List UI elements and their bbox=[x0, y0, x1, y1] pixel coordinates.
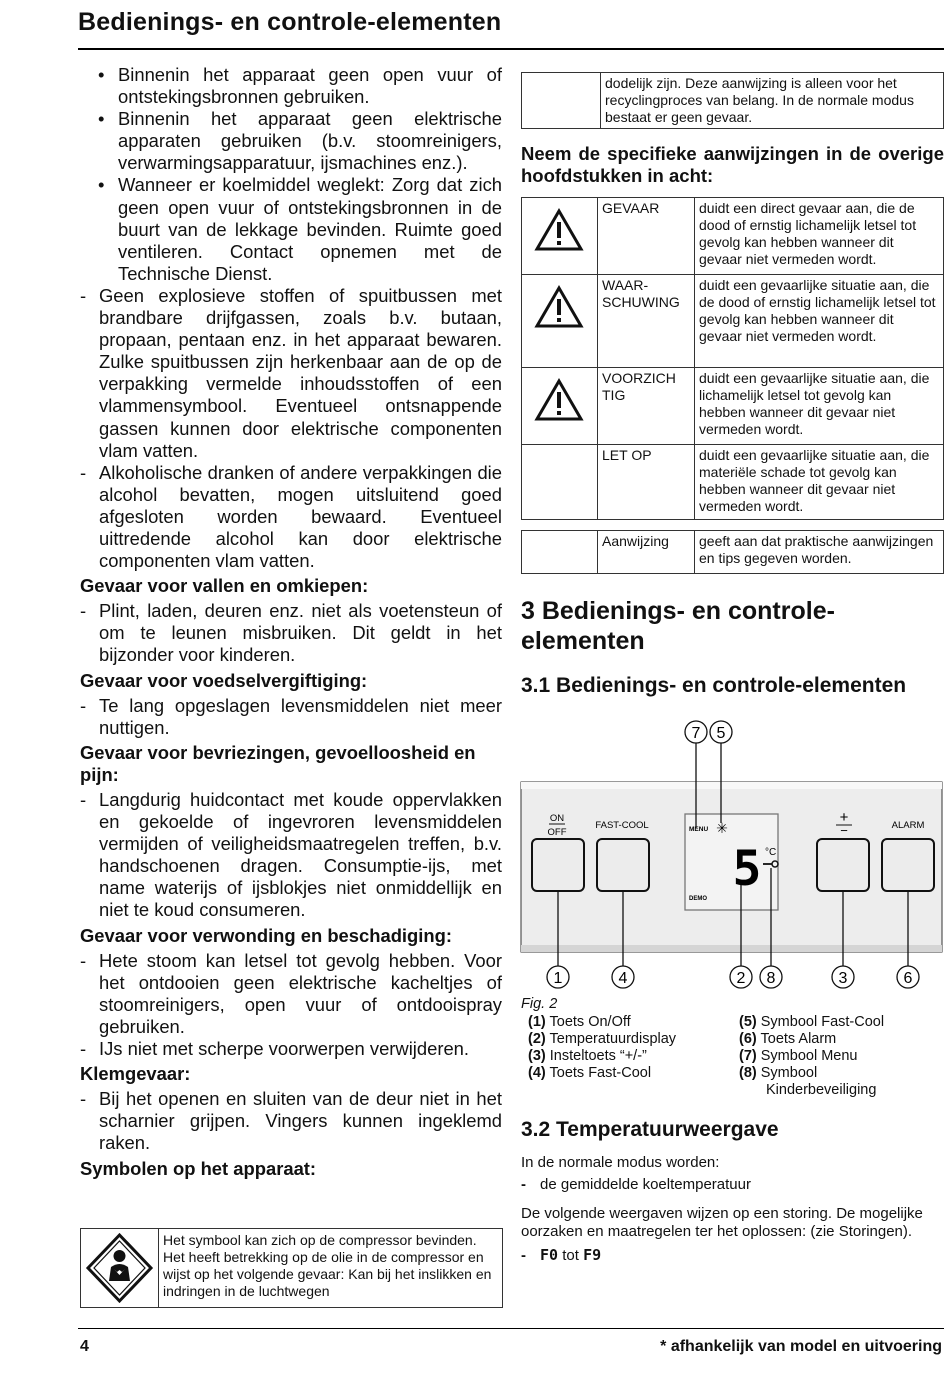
display-digit: 5 bbox=[732, 841, 762, 897]
empty-cell bbox=[522, 531, 598, 574]
symbol-box bbox=[80, 1228, 503, 1308]
list-item: - de gemiddelde koeltemperatuur bbox=[521, 1176, 751, 1193]
list-item: - F0 tot F9 bbox=[521, 1246, 602, 1264]
plus-label: + bbox=[839, 809, 849, 826]
signal-table bbox=[521, 197, 944, 520]
page-header bbox=[78, 8, 944, 37]
code-from: F0 bbox=[540, 1246, 559, 1264]
legend-item: (6) Toets Alarm bbox=[739, 1031, 837, 1047]
demo-label: DEMO bbox=[689, 896, 707, 902]
control-panel-figure bbox=[519, 715, 944, 995]
subheading-vallen: Gevaar voor vallen en omkiepen: bbox=[80, 575, 369, 597]
list-item: - IJs niet met scherpe voorwerpen verwijderen. bbox=[80, 1038, 470, 1060]
list-item: - Geen explosieve stoffen of spuitbussen met brandbare drijfgassen, zoals b.v. butaan, propaan, pentaan enz. in het apparaat bewaren. Zulke spuitbussen zijn herkenbaar aan de op de verpakking vermelde inhoudsstoffen of een vlammensymbool. Eventueel ontsnappende gassen kunnen door elektrische componenten vlam vatten. bbox=[80, 284, 502, 461]
footer-rule bbox=[78, 1328, 944, 1329]
list-item: • Wanneer er koelmiddel weglekt: Zorg dat zich geen open vuur of ontstekingsbronnen in de buurt van de lekkage bevinden. Ruimte goed ventileren. Contact opnemen met de Technische Dienst. bbox=[98, 174, 502, 284]
on-label: ON bbox=[549, 813, 565, 824]
table-row bbox=[522, 531, 944, 574]
signal-label: VOORZICH TIG bbox=[598, 368, 695, 445]
section-3-1-heading: 3.1 Bedienings- en controle-elementen bbox=[521, 674, 907, 697]
legend-left bbox=[528, 1014, 733, 1082]
continuation-text: dodelijk zijn. Deze aanwijzing is alleen voor het recyclingproces van belang. In de normale modus bestaat er geen gevaar. bbox=[601, 73, 944, 129]
hint-text: geeft aan dat praktische aanwijzingen en tips gegeven worden. bbox=[695, 531, 944, 574]
signal-text: duidt een gevaarlijke situatie aan, die materiële schade tot gevolg kan hebben wanneer dit gevaar niet vermeden wordt. bbox=[695, 445, 944, 520]
left-column bbox=[80, 64, 502, 1183]
off-label: OFF bbox=[547, 827, 567, 838]
right-column bbox=[521, 72, 944, 698]
storing-text: De volgende weergaven wijzen op een storing. De mogelijke oorzaken en maatregelen ter het oplossen: (zie Storingen). bbox=[521, 1205, 923, 1240]
table-row bbox=[522, 198, 944, 275]
list-item: • Binnenin het apparaat geen open vuur of ontstekingsbronnen gebruiken. bbox=[98, 64, 502, 108]
fast-cool-button bbox=[597, 839, 649, 891]
section-3-heading: 3 Bedienings- en controle-elementen bbox=[521, 597, 835, 655]
callout-8: 8 bbox=[766, 970, 776, 987]
legend-item: (3) Insteltoets “+/-” bbox=[528, 1048, 647, 1064]
list-item: - Hete stoom kan letsel tot gevolg hebben. Voor het ontdooien geen elektrische kacheltjes of stoomreinigers, open vuur of ontdooispray gebruiken. bbox=[80, 949, 502, 1037]
subheading-voedsel: Gevaar voor voedselvergiftiging: bbox=[80, 669, 368, 691]
footer-note: * afhankelijk van model en uitvoering bbox=[660, 1338, 942, 1355]
header-rule bbox=[78, 48, 944, 50]
list-item: - Bij het openen en sluiten van de deur niet in het scharnier grijpen. Vingers kunnen ingeklemd raken. bbox=[80, 1088, 502, 1154]
on-off-button bbox=[532, 839, 584, 891]
health-hazard-icon bbox=[81, 1229, 159, 1307]
warning-triangle-icon bbox=[522, 275, 598, 368]
callout-4: 4 bbox=[618, 970, 628, 987]
legend-item: (1) Toets On/Off bbox=[528, 1014, 631, 1030]
legend-item: (8) Symbool Kinderbeveiliging bbox=[739, 1065, 877, 1098]
callout-3: 3 bbox=[838, 970, 848, 987]
callout-2: 2 bbox=[736, 970, 746, 987]
code-to: F9 bbox=[583, 1246, 602, 1264]
fast-cool-label: FAST-COOL bbox=[595, 820, 649, 831]
page-title: Bedienings- en controle-elementen bbox=[78, 8, 502, 36]
hint-table bbox=[521, 530, 944, 574]
warning-triangle-icon bbox=[522, 368, 598, 445]
list-item: - Langdurig huidcontact met koude oppervlakken en gekoelde of ingevroren levensmiddelen vermijden of veiligheidsmaatregelen treffen, b.v. handschoenen dragen. Consumptie-ijs, met name waterijs of ijsblokjes niet onmiddellijk en niet te koud consumeren. bbox=[80, 789, 502, 921]
legend-right bbox=[739, 1014, 939, 1099]
callout-6: 6 bbox=[903, 970, 913, 987]
legend-item: (2) Temperatuurdisplay bbox=[528, 1031, 677, 1047]
continuation-table bbox=[521, 72, 944, 129]
callout-7: 7 bbox=[691, 725, 701, 742]
list-item: • Binnenin het apparaat geen elektrische apparaten gebruiken (b.v. stoomreinigers, verwarmingsapparatuur, ijsmachines enz.). bbox=[98, 108, 502, 174]
list-item: - Alkoholische dranken of andere verpakkingen die alcohol bevatten, mogen uitsluitend goed afgesloten worden bewaard. Eventueel uittredende alcohol kan door elektrische componenten vlam vatten. bbox=[80, 461, 502, 572]
unit-label: °C bbox=[765, 847, 777, 858]
empty-cell bbox=[522, 445, 598, 520]
figure-label: Fig. 2 bbox=[521, 996, 558, 1012]
signal-text: duidt een direct gevaar aan, die de dood of ernstig lichamelijk letsel tot gevolg kan hebben wanneer dit gevaar niet vermeden wordt. bbox=[695, 198, 944, 275]
legend-item: (4) Toets Fast-Cool bbox=[528, 1065, 652, 1081]
menu-label: MENU bbox=[689, 826, 709, 833]
signal-text: duidt een gevaarlijke situatie aan, die de dood of ernstig lichamelijk letsel tot gevolg kan hebben wanneer dit gevaar niet vermeden wordt. bbox=[695, 275, 944, 368]
legend-item: (5) Symbool Fast-Cool bbox=[739, 1014, 885, 1030]
alarm-button bbox=[882, 839, 934, 891]
section-3-2-heading: 3.2 Temperatuurweergave bbox=[521, 1118, 779, 1141]
empty-cell bbox=[522, 73, 601, 129]
symbol-description: Het symbool kan zich op de compressor bevinden. Het heeft betrekking op de olie in de compressor en wijst op het volgende gevaar: Kan bij het inslikken en indringen in de luchtwegen bbox=[163, 1232, 492, 1299]
signal-label: LET OP bbox=[598, 445, 695, 520]
signal-label: WAAR- SCHUWING bbox=[598, 275, 695, 368]
list-item: - Te lang opgeslagen levensmiddelen niet meer nuttigen. bbox=[80, 694, 502, 738]
subheading-symbolen: Symbolen op het apparaat: bbox=[80, 1157, 317, 1179]
signal-label: GEVAAR bbox=[598, 198, 695, 275]
plus-minus-button bbox=[817, 839, 869, 891]
snowflake-icon: ✳ bbox=[716, 821, 728, 837]
table-row bbox=[522, 368, 944, 445]
hint-label: Aanwijzing bbox=[598, 531, 695, 574]
callout-1: 1 bbox=[553, 970, 563, 987]
table-row bbox=[522, 275, 944, 368]
warning-triangle-icon bbox=[522, 198, 598, 275]
callout-5: 5 bbox=[716, 725, 726, 742]
subheading-verwonding: Gevaar voor verwonding en beschadiging: bbox=[80, 924, 452, 946]
normal-intro: In de normale modus worden: bbox=[521, 1154, 720, 1171]
neem-heading: Neem de specifieke aanwijzingen in de overige hoofdstukken in acht: bbox=[521, 143, 944, 186]
alarm-label: ALARM bbox=[891, 820, 925, 831]
subheading-klem: Klemgevaar: bbox=[80, 1063, 191, 1085]
list-item: - Plint, laden, deuren enz. niet als voetensteun of om te leunen misbruiken. Dit geldt in het bijzonder voor kinderen. bbox=[80, 600, 502, 666]
signal-text: duidt een gevaarlijke situatie aan, die lichamelijk letsel tot gevolg kan hebben wanneer dit gevaar niet vermeden wordt. bbox=[695, 368, 944, 445]
minus-label: − bbox=[840, 823, 848, 838]
legend-item: (7) Symbool Menu bbox=[739, 1048, 858, 1064]
page-number: 4 bbox=[80, 1338, 89, 1355]
subheading-bevriezing: Gevaar voor bevriezingen, gevoelloosheid en pijn: bbox=[80, 741, 476, 785]
table-row bbox=[522, 445, 944, 520]
